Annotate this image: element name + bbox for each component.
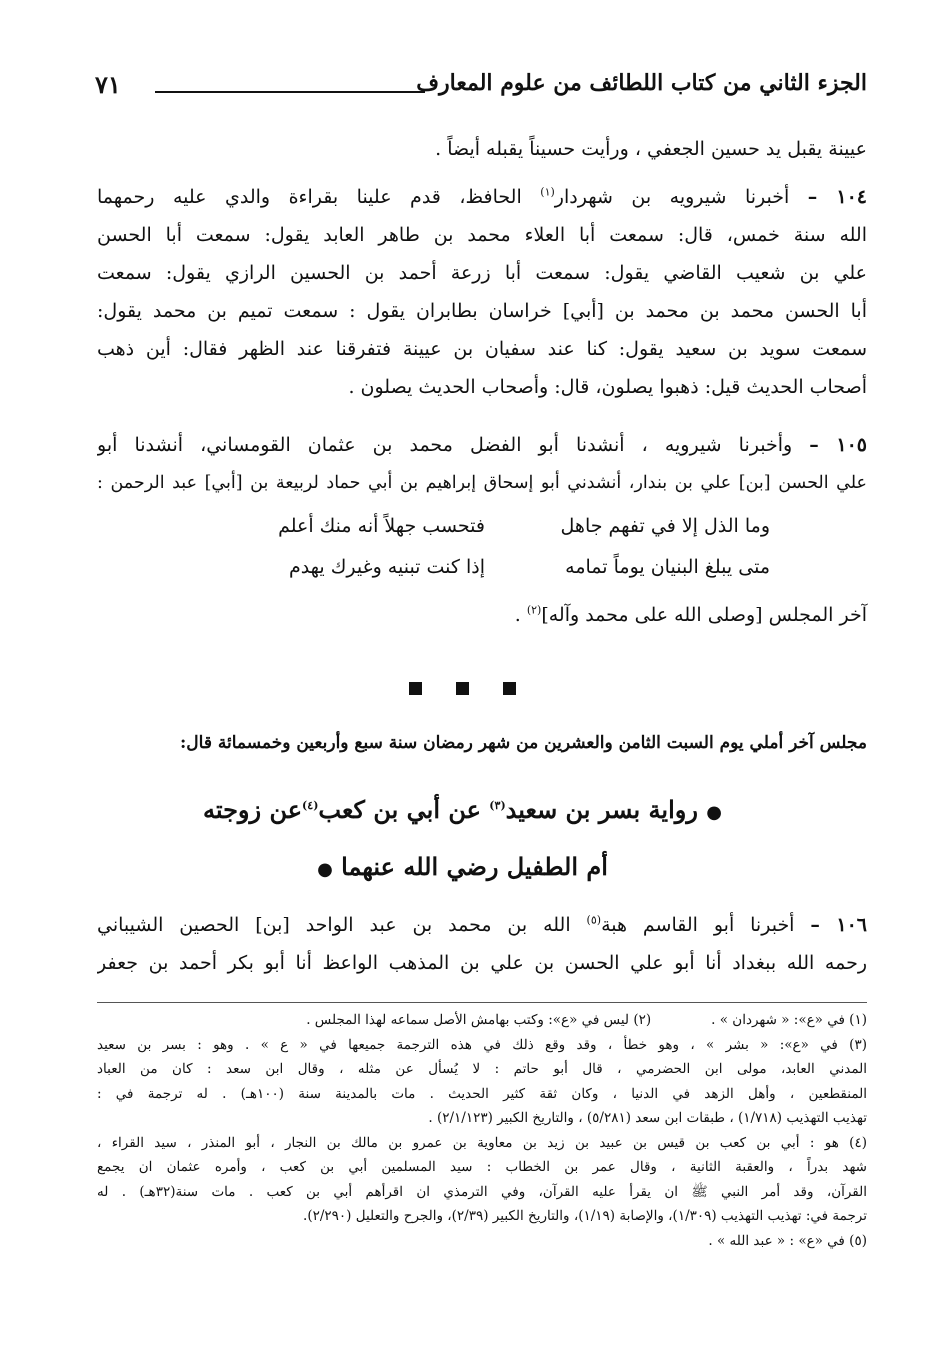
section-heading-line-1 — [0, 795, 925, 824]
text-line: أصحاب الحديث قيل: ذهبوا يصلون، قال: وأصحاب الحديث يصلون . — [348, 376, 867, 398]
heading-text: أم الطفيل رضي الله عنهما — [341, 852, 608, 881]
footnote-4-line: القرآن، وقد أمر النبي ﷺ ان يقرأ عليه القرآن، وفي الترمذي ان اقرأهم أبي بن كعب . مات سنة(٣٢هـ) . له — [97, 1183, 867, 1200]
closing-text: آخر المجلس [وصلى الله على محمد وآله] — [541, 604, 867, 626]
text-line: الله سنة خمس، قال: سمعت أبا العلاء محمد بن طاهر العابد يقول: سمعت أبا الحسن — [97, 224, 867, 246]
session-closing — [515, 604, 867, 626]
verse-2-second-hemistich: إذا كنت تبنيه وغيرك يهدم — [288, 556, 485, 578]
verse-2-first-hemistich: متى يبلغ البنيان يوماً تمامه — [565, 556, 770, 578]
footnote-ref: (١) — [540, 185, 555, 199]
text-segment: الحافظ، قدم علينا بقراءة والدي عليه رحمهما — [97, 186, 522, 208]
paragraph-number: ١٠٥ – — [809, 434, 867, 456]
paragraph-continuation — [97, 130, 867, 168]
footnote-3-line: المنقطعين ، وأهل الزهد في الدنيا ، وكان ثقة كثير الحديث . مات بالمدينة سنة (١٠٠هـ) . له ترجمة في : — [97, 1085, 867, 1102]
text-segment: أخبرنا شيرويه بن شهردار — [554, 186, 790, 208]
text-line — [97, 906, 867, 944]
text-line — [97, 426, 867, 464]
text-segment: الله بن محمد بن عبد الواحد [بن] الحصين الشيباني — [97, 914, 587, 936]
heading-text: عن زوجته — [202, 795, 303, 824]
bullet-icon: ● — [706, 802, 723, 823]
footnote-2: (٢) ليس في «ع»: وكتب بهامش الأصل سماعه لهذا المجلس . — [306, 1012, 652, 1028]
footnote-4-line: شهد بدراً ، والعقبة الثانية ، وقال عمر بن الخطاب : سيد المسلمين أبي بن كعب ، وأمره عثمان ان يجمع — [97, 1159, 867, 1175]
running-header — [95, 70, 867, 110]
header-rule — [155, 91, 425, 93]
header-title: الجزء الثاني من كتاب اللطائف من علوم المعارف — [416, 70, 867, 96]
text-line: رحمه الله ببغداد أنا أبو علي الحسن بن علي بن المذهب الواعظ أنا أبو بكر أحمد بن جعفر — [97, 952, 867, 974]
text-line — [97, 178, 867, 216]
section-heading-line-2 — [0, 852, 925, 881]
text-line: عيينة يقبل يد حسين الجعفي ، ورأيت حسيناً يقبله أيضاً . — [435, 138, 867, 160]
text-segment: أخبرنا أبو القاسم هبة — [601, 914, 795, 936]
verse-1-first-hemistich: وما الذل إلا في تفهم جاهل — [560, 515, 770, 537]
footnote-4-line: (٤) هو : أبي بن كعب بن قيس بن عبيد بن زيد بن معاوية بن عمرو بن مالك بن النجار ، أبو المنذر ، سيد القراء ، — [97, 1134, 867, 1151]
footnote-row — [97, 1008, 867, 1033]
footnote-divider — [97, 1002, 867, 1003]
separator-square — [456, 682, 469, 695]
paragraph-105 — [97, 426, 867, 502]
page-number: ٧١ — [95, 70, 121, 99]
footnote-3-line: (٣) في «ع»: « بشر » ، وهو خطأ ، وقد وقع ذلك في هذه الترجمة جميعها في « ع » . وهو : بسر بن سعيد — [97, 1036, 867, 1053]
text-line: سمعت سويد بن سعيد يقول: كنا عند سفيان بن عيينة فتفرقنا عند الظهر فقال: أين ذهب — [97, 338, 867, 360]
verse-1-second-hemistich: فتحسب جهلاً أنه منك أعلم — [278, 515, 485, 537]
footnotes — [97, 1008, 867, 1253]
footnote-1: (١) في «ع»: « شهردان » . — [711, 1012, 867, 1028]
text-line: أبا الحسن محمد بن محمد بن [أبي] خراسان بطابران يقول : سمعت تميم بن محمد يقول: — [97, 300, 867, 322]
heading-text: عن أبي بن كعب — [318, 795, 490, 824]
text-line: علي الحسن [بن] علي بن بندار، أنشدني أبو إسحاق إبراهيم بن أبي حماد لربيعة بن [أبي] عبد الرحمن : — [97, 473, 867, 493]
footnote-3-line: المدني العابد، مولى ابن الحضرمي ، قال أبو حاتم : لا يُسأل عن مثله ، وقال ابن سعد : كان من العباد — [97, 1061, 867, 1077]
section-separator — [0, 680, 925, 699]
paragraph-104 — [97, 178, 867, 406]
paragraph-number: ١٠٦ – — [810, 914, 867, 936]
bullet-icon: ● — [317, 859, 333, 880]
footnote-ref: (٥) — [586, 913, 602, 927]
footnote-3-line: تهذيب التهذيب (١/٧١٨) ، طبقات ابن سعد (٥/٢٨١) ، والتاريخ الكبير (٢/١/١٢٣) . — [428, 1110, 867, 1126]
separator-square — [503, 682, 516, 695]
heading-text: رواية بسر بن سعيد — [505, 795, 698, 824]
closing-end: . — [514, 604, 527, 626]
paragraph-number: ١٠٤ – — [807, 186, 867, 208]
text-line: علي بن شعيب القاضي يقول: سمعت أبا زرعة أحمد بن الحسين الرازي يقول: سمعت — [97, 262, 867, 284]
footnote-ref: (٢) — [526, 603, 542, 617]
footnote-4-line: ترجمة في: تهذيب التهذيب (١/٣٠٩)، والإصابة (١/١٩)، والتاريخ الكبير (٢/٣٩)، والجرح والتعليل (٢/٢٩٠). — [303, 1208, 867, 1224]
paragraph-106 — [97, 906, 867, 982]
footnote-ref: (٤) — [302, 799, 319, 812]
session-intro: مجلس آخر أملي يوم السبت الثامن والعشرين من شهر رمضان سنة سبع وأربعين وخمسمائة قال: — [180, 733, 867, 753]
text-segment: وأخبرنا شيرويه ، أنشدنا أبو الفضل محمد بن عثمان القومساني، أنشدنا أبو — [97, 434, 793, 456]
footnote-5: (٥) في «ع» : « عبد الله » . — [708, 1232, 867, 1249]
footnote-ref: (٣) — [489, 799, 506, 812]
separator-square — [409, 682, 422, 695]
